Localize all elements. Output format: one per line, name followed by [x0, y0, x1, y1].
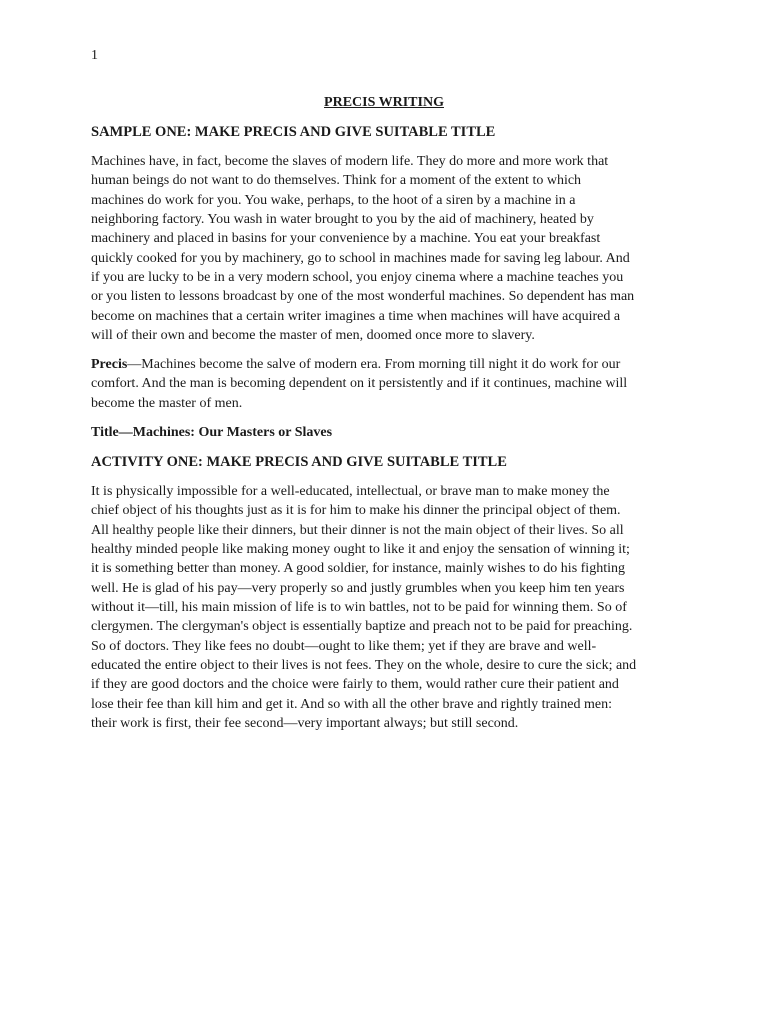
- page-number: 1: [91, 48, 98, 63]
- page-title: PRECIS WRITING: [324, 95, 444, 110]
- sample-one-heading: SAMPLE ONE: MAKE PRECIS AND GIVE SUITABLE TITLE: [91, 124, 496, 140]
- precis-line: comfort. And the man is becoming dependent on it persistently and if it continues, machine will: [91, 376, 628, 392]
- activity-one-heading: ACTIVITY ONE: MAKE PRECIS AND GIVE SUITABLE TITLE: [91, 454, 507, 470]
- passage-line: will of their own and become the master of men, doomed once more to slavery.: [91, 328, 535, 344]
- title-line: Title—Machines: Our Masters or Slaves: [91, 425, 333, 440]
- passage-line: clergymen. The clergyman's object is essentially baptize and preach not to be paid for preaching.: [91, 619, 633, 635]
- passage-line: All healthy people like their dinners, but their dinner is not the main object of their lives. So all: [91, 522, 624, 538]
- passage-line: become on machines that a certain writer imagines a time when machines will have acquired a: [91, 308, 621, 324]
- passage-line: neighboring factory. You wash in water brought to you by the aid of machinery, heated by: [91, 212, 594, 228]
- activity-one-passage: [91, 482, 636, 733]
- passage-line: their work is first, their fee second—very important always; but still second.: [91, 716, 519, 732]
- precis-label: Precis: [91, 357, 128, 372]
- passage-line: it is something better than money. A good soldier, for instance, mainly wishes to do his fighting: [91, 561, 625, 577]
- passage-line: Machines have, in fact, become the slaves of modern life. They do more and more work that: [91, 154, 609, 169]
- passage-line: chief object of his thoughts just as it is for him to make his dinner the principal object of them.: [91, 503, 621, 519]
- passage-line: quickly cooked for you by machinery, go to school in machines made for saving leg labour. And: [91, 250, 630, 266]
- precis-line: become the master of men.: [91, 395, 243, 411]
- sample-one-passage: [91, 152, 634, 345]
- passage-line: machinery and placed in basins for your convenience by a machine. You eat your breakfast: [91, 231, 601, 247]
- passage-line: well. He is glad of his pay—very properly so and justly grumbles when you keep him ten years: [91, 580, 625, 596]
- passage-line: So of doctors. They like fees no doubt—ought to like them; yet if they are brave and well-: [91, 638, 597, 654]
- passage-line: without it—till, his main mission of life is to win battles, not to be paid for winning them. So of: [91, 600, 627, 616]
- passage-line: human beings do not want to do themselves. Think for a moment of the extent to which: [91, 173, 582, 189]
- precis-line: —Machines become the salve of modern era. From morning till night it do work for our: [127, 357, 621, 372]
- passage-line: if they are good doctors and the choice were fairly to them, would rather cure their patient and: [91, 677, 619, 693]
- passage-line: lose their fee than kill him and get it. And so with all the other brave and rightly trained men:: [91, 696, 612, 712]
- passage-line: if you are lucky to be in a very modern school, you enjoy cinema where a machine teaches you: [91, 270, 624, 286]
- sample-one-title-line: [91, 423, 332, 442]
- passage-line: healthy minded people like making money ought to like it and enjoy the sensation of winning it;: [91, 542, 630, 558]
- sample-one-precis: [91, 355, 627, 413]
- passage-line: or you listen to lessons broadcast by one of the most wonderful machines. So dependent has man: [91, 289, 635, 305]
- passage-line: It is physically impossible for a well-educated, intellectual, or brave man to make money the: [91, 484, 610, 499]
- passage-line: educated the entire object to their lives is not fees. They on the whole, desire to cure the sick; and: [91, 658, 637, 674]
- passage-line: machines do work for you. You wake, perhaps, to the hoot of a siren by a machine in a: [91, 192, 576, 208]
